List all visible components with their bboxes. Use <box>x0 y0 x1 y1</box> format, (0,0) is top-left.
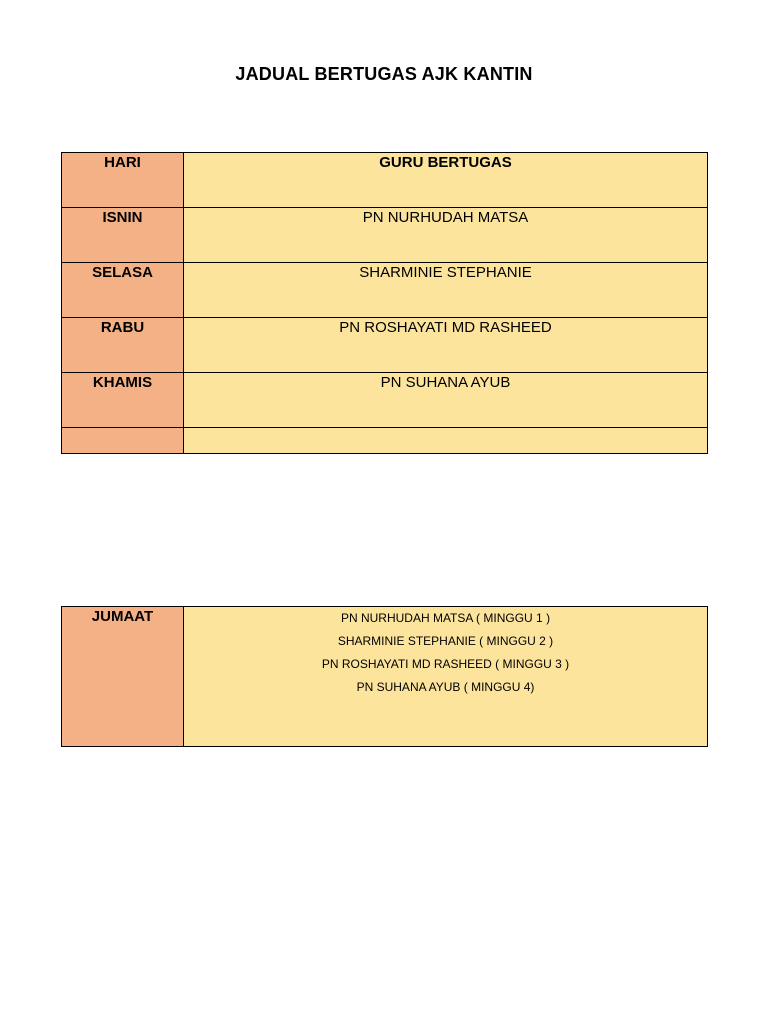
header-teacher-cell <box>184 153 708 208</box>
day-label: ISNIN <box>102 209 143 226</box>
day-label: KHAMIS <box>92 374 153 391</box>
teacher-name: PN SUHANA AYUB <box>380 374 511 391</box>
teacher-name: SHARMINIE STEPHANIE <box>359 264 532 281</box>
teacher-name: PN NURHUDAH MATSA <box>362 209 529 226</box>
friday-rotation-list <box>184 607 707 699</box>
day-label: RABU <box>100 319 145 336</box>
header-day-cell <box>62 153 184 208</box>
table-row <box>62 373 708 428</box>
teacher-cell <box>184 208 708 263</box>
teacher-cell <box>184 318 708 373</box>
friday-day-cell <box>62 607 184 747</box>
day-cell <box>62 208 184 263</box>
day-cell <box>62 373 184 428</box>
table-row <box>62 263 708 318</box>
list-item: PN SUHANA AYUB ( MINGGU 4) <box>356 680 535 694</box>
day-label: SELASA <box>92 264 153 281</box>
header-teacher-label: GURU BERTUGAS <box>379 154 512 171</box>
friday-row <box>62 607 708 747</box>
list-item: SHARMINIE STEPHANIE ( MINGGU 2 ) <box>337 634 554 648</box>
table-row <box>62 318 708 373</box>
friday-day-label: JUMAAT <box>91 608 154 625</box>
day-cell <box>62 263 184 318</box>
duty-schedule-table <box>61 152 708 454</box>
table-row <box>62 208 708 263</box>
friday-schedule-table <box>61 606 708 747</box>
empty-teacher-cell <box>184 428 708 454</box>
empty-day-cell <box>62 428 184 454</box>
day-cell <box>62 318 184 373</box>
friday-teacher-cell <box>184 607 708 747</box>
teacher-cell <box>184 263 708 318</box>
list-item: PN NURHUDAH MATSA ( MINGGU 1 ) <box>340 611 551 625</box>
table-header-row <box>62 153 708 208</box>
list-item: PN ROSHAYATI MD RASHEED ( MINGGU 3 ) <box>321 657 570 671</box>
header-day-label: HARI <box>104 154 141 171</box>
empty-table-row <box>62 428 708 454</box>
teacher-name: PN ROSHAYATI MD RASHEED <box>339 319 552 336</box>
teacher-cell <box>184 373 708 428</box>
page-title: JADUAL BERTUGAS AJK KANTIN <box>235 64 533 84</box>
